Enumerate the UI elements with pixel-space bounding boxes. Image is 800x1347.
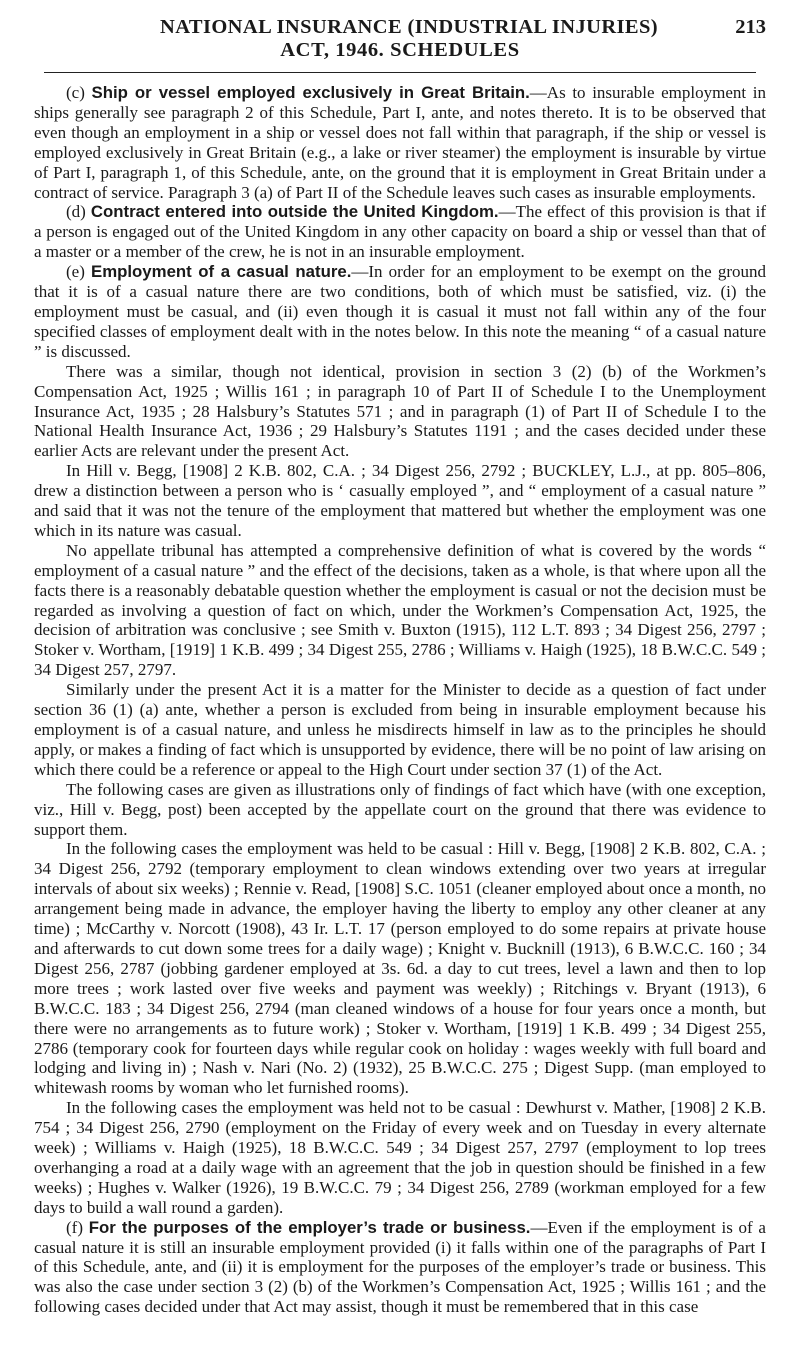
paragraph-text: —Even if the employment is of a casual nature it is still an insurable employment provided (i) it falls within one of the paragraphs of Part I of this Schedule, ante, and (ii) it is employment for the purposes of the employer’s trade or business. This was also the case under section 3 (2) (b) of the Workmen’s Compensation Act, 1925 ; Willis 161 ; and the following cases decided under that Act may assist, though it must be remembered that in this case — [34, 1217, 766, 1317]
running-subtitle: ACT, 1946. SCHEDULES — [280, 39, 520, 61]
paragraph-label: (f) — [66, 1217, 83, 1237]
paragraph-e — [34, 262, 766, 362]
paragraph: There was a similar, though not identical, provision in section 3 (2) (b) of the Workmen’s Compensation Act, 1925 ; Willis 161 ; in paragraph 10 of Part II of Schedule I to the Unemployment Insurance Act, 1935 ; 28 Halsbury’s Statutes 571 ; and in paragraph (1) of Part II of Schedule I to the National Health Insurance Act, 1936 ; 29 Halsbury’s Statutes 1191 ; and the cases decided under these earlier Acts are relevant under the present Act. — [34, 361, 766, 461]
paragraph-heading: Employment of a casual nature. — [91, 262, 352, 282]
paragraph: Similarly under the present Act it is a matter for the Minister to decide as a question of fact under section 36 (1) (a) ante, whether a person is excluded from being in insurable employment because his employment is of a casual nature, and unless he misdirects himself in law as to the principles he should apply, or makes a finding of fact which is unsupported by evidence, there will be no point of law arising on which there could be a reference or appeal to the High Court under section 37 (1) of the Act. — [34, 680, 766, 779]
paragraph-c — [34, 83, 766, 202]
page-number: 213 — [735, 16, 766, 38]
body-text — [34, 83, 766, 1317]
paragraph-f — [34, 1218, 766, 1318]
paragraph: The following cases are given as illustrations only of findings of fact which have (with one exception, viz., Hill v. Begg, post) been accepted by the appellate court on the ground that there was evidence to support them. — [34, 779, 766, 839]
paragraph-label: (d) — [66, 202, 86, 222]
header-rule — [44, 72, 756, 73]
running-title: NATIONAL INSURANCE (INDUSTRIAL INJURIES) — [159, 16, 659, 38]
paragraph: In the following cases the employment was held to be casual : Hill v. Begg, [1908] 2 K.B. 802, C.A. ; 34 Digest 256, 2792 (temporary employment to clean windows extending over two years at irregular intervals of about six weeks) ; Rennie v. Read, [1908] S.C. 1051 (cleaner employed about once a month, no arrangement being made in advance, the employer having the liberty to employ any other cleaner at any time) ; McCarthy v. Norcott (1908), 43 Ir. L.T. 17 (person employed to do some repairs at private house and afterwards to cut down some trees for a daily wage) ; Knight v. Bucknill (1913), 6 B.W.C.C. 160 ; 34 Digest 256, 2787 (jobbing gardener employed at 3s. 6d. a day to cut trees, level a lawn and then to lop more trees ; work lasted over five weeks and payment was weekly) ; Ritchings v. Bryant (1913), 6 B.W.C.C. 183 ; 34 Digest 256, 2794 (man cleaned windows of a house for four years once a month, but there were no arrangements as to future work) ; Stoker v. Wortham, [1919] 1 K.B. 499 ; 34 Digest 255, 2786 (temporary cook for fourteen days while regular cook on holiday : wages weekly with full board and lodging and living in) ; Nash v. Nari (No. 2) (1932), 25 B.W.C.C. 275 ; Digest Supp. (man employed to whitewash rooms by woman who let furnished rooms). — [34, 839, 766, 1098]
running-head — [34, 16, 766, 61]
paragraph-label: (c) — [66, 83, 85, 102]
paragraph-text: —The effect of this provision is that if a person is engaged out of the United Kingdom in any other capacity on board a ship or vessel than that of a master or a member of the crew, he is not in an insurable employment. — [34, 202, 767, 262]
paragraph: In Hill v. Begg, [1908] 2 K.B. 802, C.A. ; 34 Digest 256, 2792 ; BUCKLEY, L.J., at pp. 805–806, drew a distinction between a person who is ‘ casually employed ”, and “ employment of a casual nature ” and said that it was not the tenure of the employment that mattered but whether the employment was one which in its nature was casual. — [34, 461, 766, 540]
paragraph-text: —As to insurable employment in ships generally see paragraph 2 of this Schedule, Part I, ante, and notes thereto. It is to be observed that even though an employment in a ship or vessel does not fall within that paragraph, if the ship or vessel is employed exclusively in Great Britain (e.g., a lake or river steamer) the employment is insurable by virtue of Part I, paragraph 1, of this Schedule, ante, on the ground that it is employment in Great Britain under a contract of service. Paragraph 3 (a) of Part II of the Schedule leaves such cases as insurable employments. — [34, 83, 766, 202]
paragraph: No appellate tribunal has attempted a comprehensive definition of what is covered by the words “ employment of a casual nature ” and the effect of the decisions, taken as a whole, is that where upon all the facts there is a reasonably debatable question whether the employment is casual or not the decision must be regarded as involving a question of fact on which, under the Workmen’s Compensation Act, 1925, the decision of arbitration was conclusive ; see Smith v. Buxton (1915), 112 L.T. 893 ; 34 Digest 256, 2797 ; Stoker v. Wortham, [1919] 1 K.B. 499 ; 34 Digest 255, 2786 ; Williams v. Haigh (1925), 18 B.W.C.C. 549 ; 34 Digest 257, 2797. — [34, 540, 766, 680]
paragraph-heading: Ship or vessel employed exclusively in Great Britain. — [91, 83, 530, 102]
paragraph-label: (e) — [66, 262, 85, 282]
paragraph-heading: For the purposes of the employer’s trade or business. — [88, 1217, 531, 1237]
paragraph-text: —In order for an employment to be exempt on the ground that it is of a casual nature there are two conditions, both of which must be satisfied, viz. (i) the employment must be casual, and (ii) even though it is casual it must not fall within any of the four specified classes of employment dealt with in the notes below. In this note the meaning “ of a casual nature ” is discussed. — [34, 262, 766, 361]
paragraph: In the following cases the employment was held not to be casual : Dewhurst v. Mather, [1908] 2 K.B. 754 ; 34 Digest 256, 2790 (employment on the Friday of every week and on Tuesday in every alternate week) ; Williams v. Haigh (1925), 18 B.W.C.C. 549 ; 34 Digest 257, 2797 (employment to lop trees overhanging a road at a daily wage with an agreement that the job in question should be finished in a few weeks) ; Hughes v. Walker (1926), 19 B.W.C.C. 79 ; 34 Digest 256, 2789 (workman employed for a few days to build a wall round a garden). — [34, 1098, 766, 1217]
paragraph-heading: Contract entered into outside the United Kingdom. — [90, 202, 499, 222]
paragraph-d — [34, 202, 766, 262]
